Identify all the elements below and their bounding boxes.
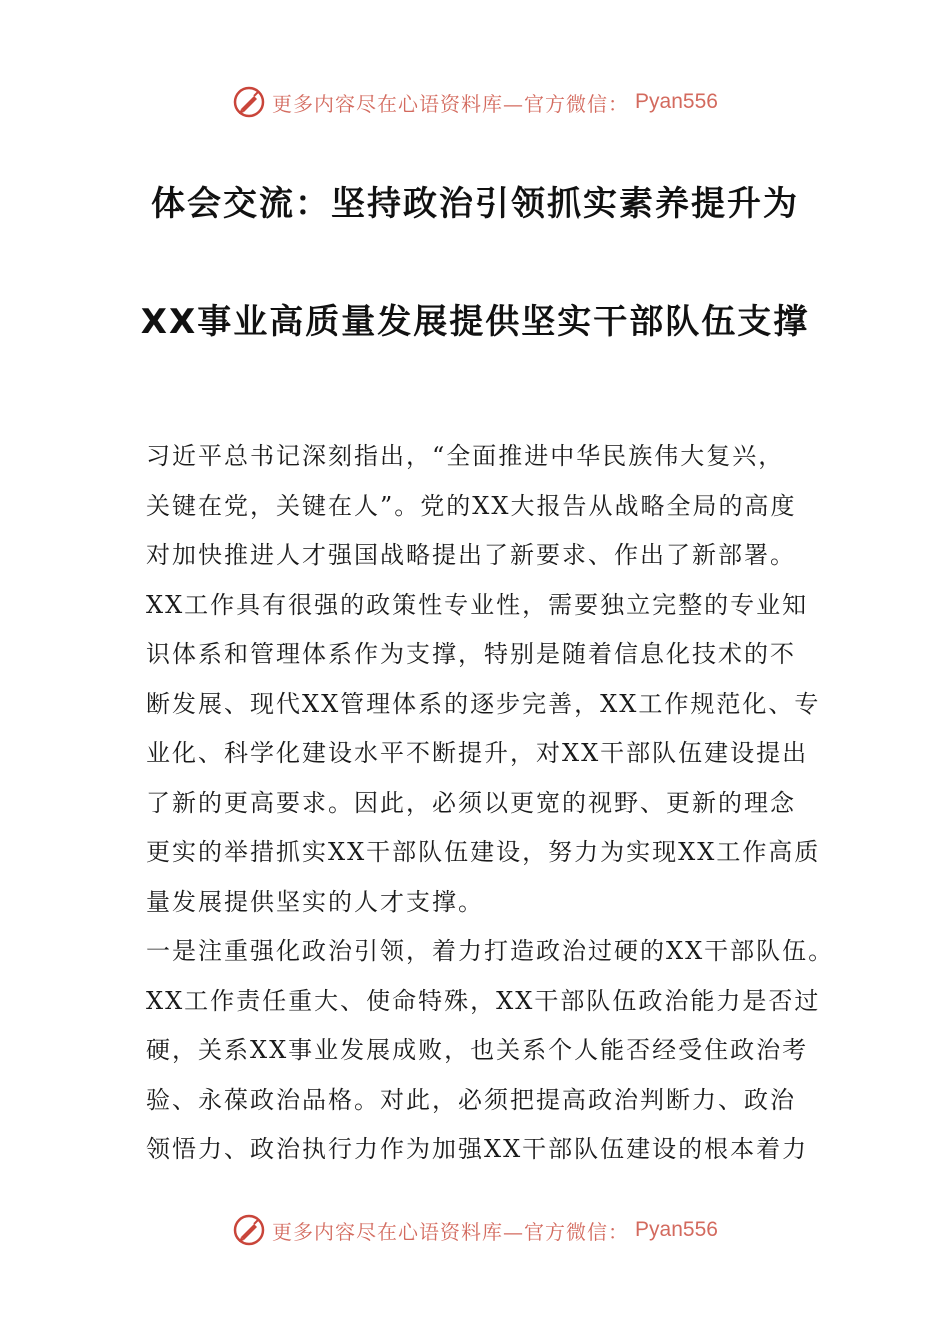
- body-line: 识体系和管理体系作为支撑，特别是随着信息化技术的不: [146, 640, 796, 668]
- body-line: 领悟力、政治执行力作为加强XX干部队伍建设的根本着力: [146, 1135, 809, 1163]
- body-line: 硬，关系XX事业发展成败，也关系个人能否经受住政治考: [146, 1036, 809, 1064]
- pen-logo-icon: [232, 85, 266, 119]
- banner-text: 更多内容尽在心语资料库—官方微信：: [272, 91, 630, 116]
- banner-text: 更多内容尽在心语资料库—官方微信：: [272, 1219, 630, 1244]
- body-line: 断发展、现代XX管理体系的逐步完善，XX工作规范化、专: [146, 689, 821, 718]
- footer-watermark-banner: [0, 1210, 950, 1250]
- header-watermark-banner: [0, 82, 950, 122]
- document-title-line-1: 体会交流：坚持政治引领抓实素养提升为: [151, 184, 799, 224]
- body-line: 习近平总书记深刻指出，“全面推进中华民族伟大复兴，: [146, 442, 785, 470]
- body-line: 量发展提供坚实的人才支撑。: [146, 887, 484, 916]
- document-title-line-2: XX事业高质量发展提供坚实干部队伍支撑: [140, 302, 810, 342]
- body-line: XX工作责任重大、使命特殊，XX干部队伍政治能力是否过: [146, 986, 821, 1015]
- banner-wechat-id: Pyan556: [635, 1218, 718, 1241]
- body-line: 对加快推进人才强国战略提出了新要求、作出了新部署。: [146, 541, 796, 569]
- document-body: [146, 432, 835, 1175]
- body-line: 了新的更高要求。因此，必须以更宽的视野、更新的理念: [146, 788, 796, 817]
- banner-wechat-id: Pyan556: [635, 90, 718, 113]
- body-line: 业化、科学化建设水平不断提升，对XX干部队伍建设提出: [146, 739, 809, 767]
- body-line: 更实的举措抓实XX干部队伍建设，努力为实现XX工作高质: [146, 838, 821, 866]
- pen-logo-icon: [232, 1213, 266, 1247]
- body-line: 一是注重强化政治引领，着力打造政治过硬的XX干部队伍。: [146, 937, 835, 965]
- body-line: 验、永葆政治品格。对此，必须把提高政治判断力、政治: [146, 1085, 796, 1114]
- body-line: XX工作具有很强的政策性专业性，需要独立完整的专业知: [146, 590, 809, 619]
- body-line: 关键在党，关键在人”。党的XX大报告从战略全局的高度: [146, 491, 797, 520]
